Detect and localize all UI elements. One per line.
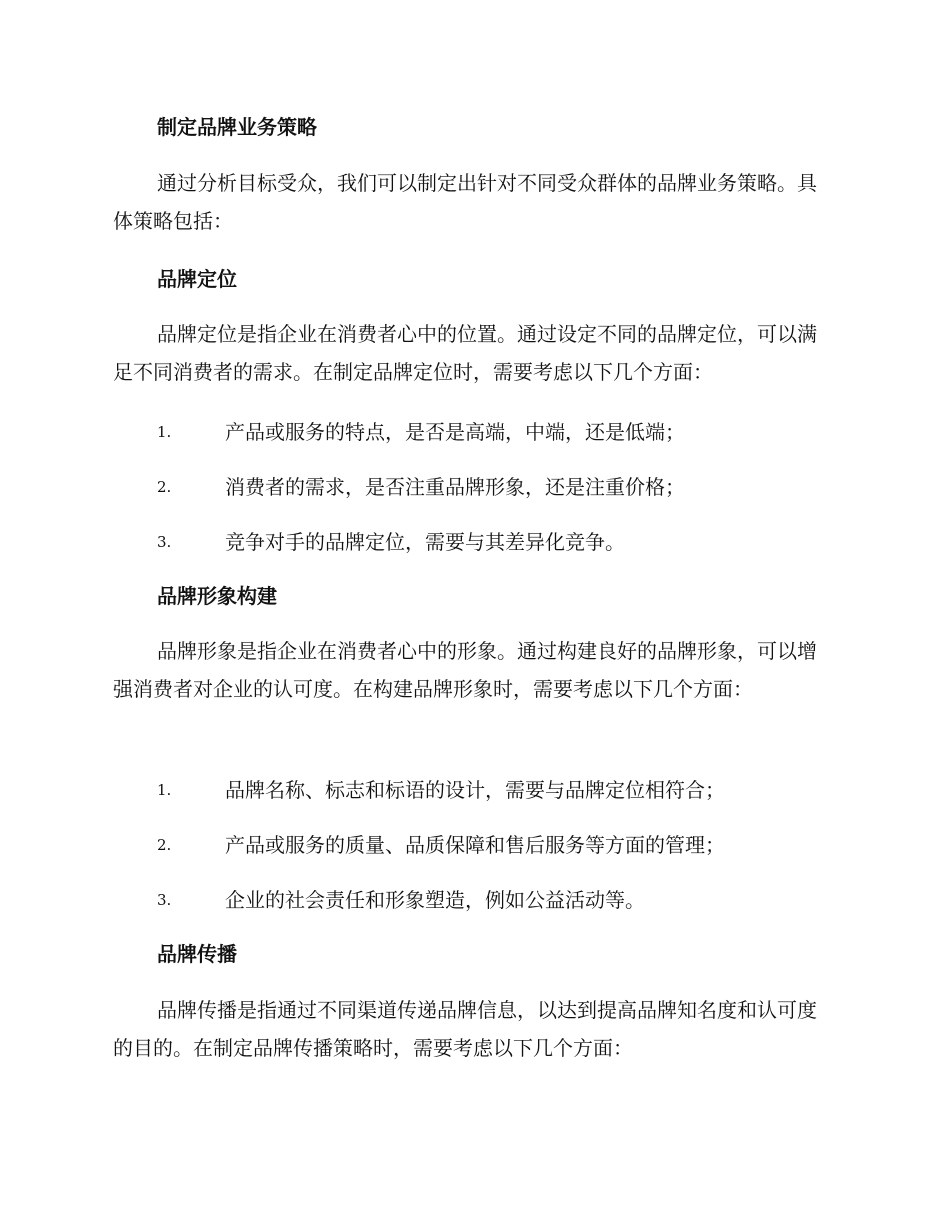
list-text: 竞争对手的品牌定位，需要与其差异化竞争。 [225,530,625,554]
list-text: 消费者的需求，是否注重品牌形象，还是注重价格； [225,475,685,499]
list-number: 3. [157,891,172,909]
list-number: 1. [157,423,172,441]
list-text: 企业的社会责任和形象塑造，例如公益活动等。 [225,888,645,912]
list-item [157,527,837,557]
section-heading-strategy: 制定品牌业务策略 [157,115,317,139]
list-text: 产品或服务的特点，是否是高端，中端，还是低端； [225,420,685,444]
list-item [157,830,837,860]
list-number: 2. [157,836,172,854]
section-heading-image-building: 品牌形象构建 [157,584,277,608]
paragraph-positioning: 品牌定位是指企业在消费者心中的位置。通过设定不同的品牌定位，可以满足不同消费者的需求。在制定品牌定位时，需要考虑以下几个方面： [113,322,817,384]
section-heading-communication: 品牌传播 [157,942,237,966]
list-text: 产品或服务的质量、品质保障和售后服务等方面的管理； [225,833,725,857]
list-item [157,472,837,502]
list-item [157,775,837,805]
list-item [157,885,837,915]
list-number: 2. [157,478,172,496]
list-item [157,417,837,447]
section-heading-positioning: 品牌定位 [157,267,237,291]
list-number: 1. [157,781,172,799]
paragraph-communication: 品牌传播是指通过不同渠道传递品牌信息，以达到提高品牌知名度和认可度的目的。在制定品牌传播策略时，需要考虑以下几个方面： [113,998,817,1060]
paragraph-image-building: 品牌形象是指企业在消费者心中的形象。通过构建良好的品牌形象，可以增强消费者对企业的认可度。在构建品牌形象时，需要考虑以下几个方面： [113,639,817,701]
list-number: 3. [157,533,172,551]
list-text: 品牌名称、标志和标语的设计，需要与品牌定位相符合； [225,778,725,802]
paragraph-strategy-intro: 通过分析目标受众，我们可以制定出针对不同受众群体的品牌业务策略。具体策略包括： [113,171,817,233]
